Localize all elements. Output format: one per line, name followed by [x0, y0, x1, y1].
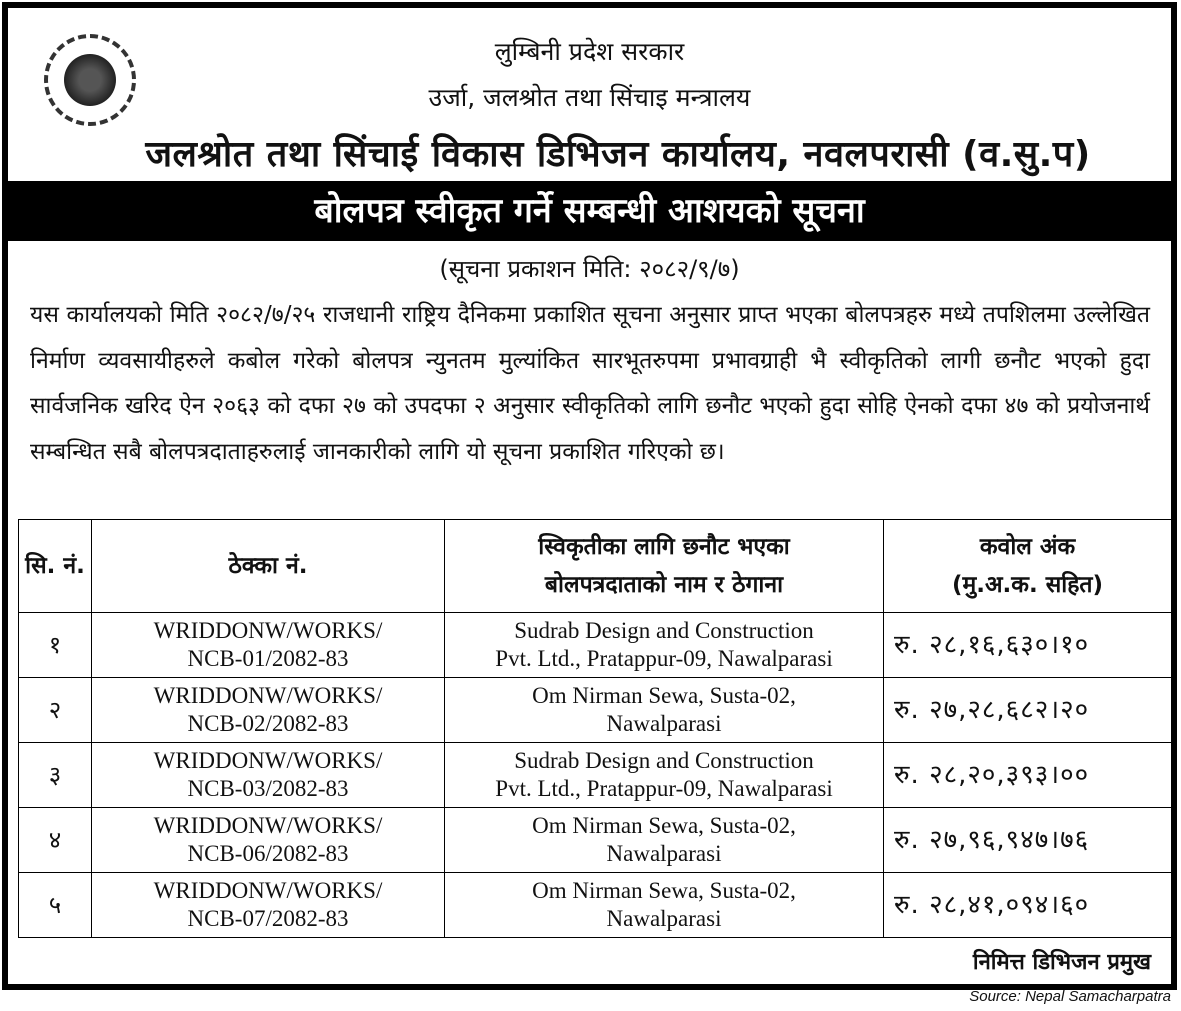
table-header-row [19, 520, 1172, 613]
contract-number: WRIDDONW/WORKS/ NCB-01/2082-83 [92, 613, 445, 678]
bid-amount: रु. २७,९६,९४७।७६ [884, 808, 1172, 873]
serial-number: ४ [19, 808, 92, 873]
bid-amount: रु. २८,१६,६३०।१० [884, 613, 1172, 678]
contract-number: WRIDDONW/WORKS/ NCB-02/2082-83 [92, 678, 445, 743]
table-row [19, 613, 1172, 678]
bidder-name-address: Om Nirman Sewa, Susta-02, Nawalparasi [445, 808, 884, 873]
serial-number: १ [19, 613, 92, 678]
serial-number: ३ [19, 743, 92, 808]
notice-title: बोलपत्र स्वीकृत गर्ने सम्बन्धी आशयको सूचना [8, 181, 1171, 241]
table-row [19, 873, 1172, 938]
serial-number: २ [19, 678, 92, 743]
bid-amount: रु. २८,२०,३९३।०० [884, 743, 1172, 808]
bid-table [18, 519, 1172, 938]
bid-amount: रु. २८,४१,०९४।६० [884, 873, 1172, 938]
signature: निमित्त डिभिजन प्रमुख [972, 950, 1151, 975]
serial-number: ५ [19, 873, 92, 938]
government-name: लुम्बिनी प्रदेश सरकार [494, 37, 685, 66]
office-name: जलश्रोत तथा सिंचाई विकास डिभिजन कार्यालय, नवलपरासी (व.सु.प) [145, 134, 1091, 175]
contract-number: WRIDDONW/WORKS/ NCB-06/2082-83 [92, 808, 445, 873]
bidder-name-address: Sudrab Design and Construction Pvt. Ltd., Pratappur-09, Nawalparasi [445, 743, 884, 808]
notice-frame [2, 2, 1177, 990]
bidder-name-address: Om Nirman Sewa, Susta-02, Nawalparasi [445, 873, 884, 938]
contract-number: WRIDDONW/WORKS/ NCB-03/2082-83 [92, 743, 445, 808]
bid-amount: रु. २७,२८,६८२।२० [884, 678, 1172, 743]
header-contract: ठेक्का नं. [92, 520, 445, 613]
header-bidder: स्विकृतीका लागि छनौट भएका बोलपत्रदाताको नाम र ठेगाना [445, 520, 884, 613]
notice-body: यस कार्यालयको मिति २०८२/७/२५ राजधानी राष्ट्रिय दैनिकमा प्रकाशित सूचना अनुसार प्राप्त भएका बोलपत्रहरु मध्ये तपशिलमा उल्लेखित निर्माण व्यवसायीहरुले कबोल गरेको बोलपत्र न्युनतम मुल्यांकित सारभूतरुपमा प्रभावग्राही भै स्वीकृतिको लागी छनौट भएको हुदा सार्वजनिक खरिद ऐन २०६३ को दफा २७ को उपदफा २ अनुसार स्वीकृतिको लागि छनौट भएको हुदा सोहि ऐनको दफा ४७ को प्रयोजनार्थ सम्बन्धित सबै बोलपत्रदाताहरुलाई जानकारीको लागि यो सूचना प्रकाशित गरिएको छ। [30, 302, 1150, 465]
header-sn: सि. नं. [19, 520, 92, 613]
table-row [19, 808, 1172, 873]
ministry-name: उर्जा, जलश्रोत तथा सिंचाइ मन्त्रालय [428, 83, 751, 112]
source-credit: Source: Nepal Samacharpatra [969, 988, 1171, 1005]
table-row [19, 743, 1172, 808]
table-row [19, 678, 1172, 743]
publish-date: (सूचना प्रकाशन मिति: २०८२/९/७) [439, 255, 740, 283]
bidder-name-address: Sudrab Design and Construction Pvt. Ltd., Pratappur-09, Nawalparasi [445, 613, 884, 678]
header-amount: कवोल अंक (मु.अ.क. सहित) [884, 520, 1172, 613]
bidder-name-address: Om Nirman Sewa, Susta-02, Nawalparasi [445, 678, 884, 743]
contract-number: WRIDDONW/WORKS/ NCB-07/2082-83 [92, 873, 445, 938]
